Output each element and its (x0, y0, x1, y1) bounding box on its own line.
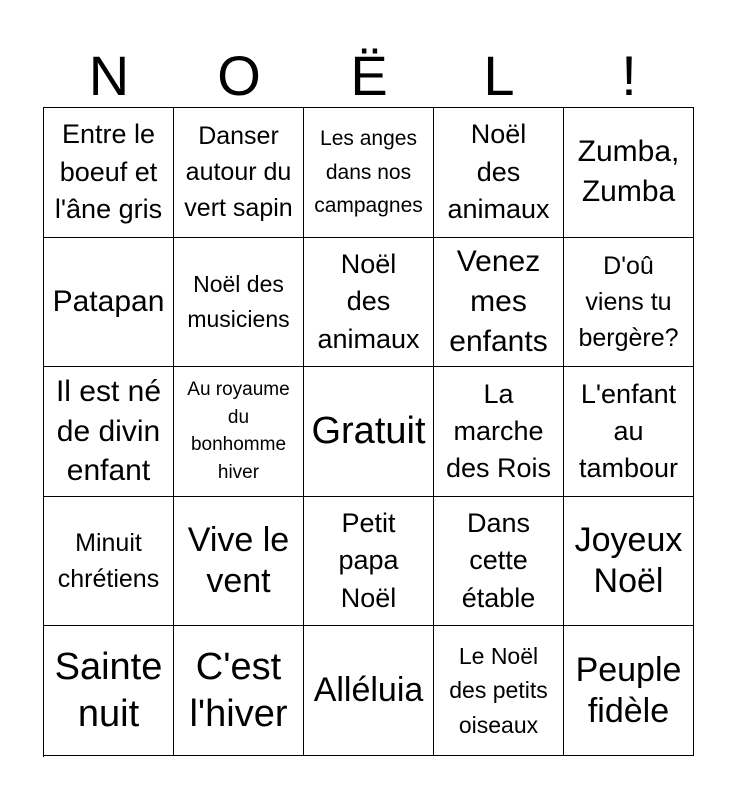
free-space-cell[interactable] (304, 367, 434, 497)
bingo-cell[interactable] (304, 108, 434, 238)
bingo-cell[interactable] (304, 497, 434, 627)
cell-text: L'enfant au tambour (578, 378, 679, 484)
bingo-cell[interactable] (564, 238, 694, 368)
cell-text: Il est né de divin enfant (55, 374, 162, 488)
cell-text: Zumba, Zumba (577, 135, 680, 209)
cell-text: Les anges dans nos campagnes (314, 126, 423, 218)
bingo-cell[interactable] (174, 238, 304, 368)
cell-text: Patapan (52, 284, 165, 318)
cell-text: D'oû viens tu bergère? (578, 251, 679, 352)
bingo-cell[interactable] (564, 108, 694, 238)
cell-text: Dans cette étable (461, 508, 536, 613)
bingo-board (43, 107, 694, 757)
free-space-text: Gratuit (311, 410, 426, 453)
bingo-cell[interactable] (434, 626, 564, 756)
bingo-cell[interactable] (434, 238, 564, 368)
bingo-cell[interactable] (564, 497, 694, 627)
cell-text: Venez mes enfants (449, 245, 548, 358)
cell-text: Alléluia (313, 671, 424, 710)
header-letter-1: N (88, 44, 130, 107)
bingo-cell[interactable] (174, 626, 304, 756)
cell-text: Sainte nuit (54, 646, 163, 735)
bingo-cell[interactable] (174, 367, 304, 497)
bingo-cell[interactable] (44, 626, 174, 756)
bingo-cell[interactable] (434, 497, 564, 627)
header-letter-5: ! (621, 44, 637, 107)
cell-text: Noël des animaux (447, 119, 550, 224)
bingo-cell[interactable] (44, 497, 174, 627)
header-letter-3: Ë (350, 44, 388, 107)
cell-text: Minuit chrétiens (57, 529, 160, 594)
cell-text: Au royaume du bonhomme hiver (187, 379, 290, 484)
bingo-cell[interactable] (44, 367, 174, 497)
cell-text: Noël des animaux (317, 249, 420, 354)
bingo-cell[interactable] (44, 238, 174, 368)
header-letter-4: L (483, 44, 515, 107)
cell-text: Entre le boeuf et l'âne gris (54, 119, 163, 224)
cell-text: C'est l'hiver (189, 646, 288, 735)
cell-text: Joyeux Noël (574, 521, 683, 601)
bingo-cell[interactable] (304, 626, 434, 756)
bingo-cell[interactable] (174, 108, 304, 238)
header-letter-2: O (217, 44, 261, 107)
cell-text: Petit papa Noël (338, 508, 399, 613)
bingo-cell[interactable] (434, 367, 564, 497)
cell-text: La marche des Rois (445, 378, 552, 484)
bingo-cell[interactable] (564, 367, 694, 497)
bingo-cell[interactable] (434, 108, 564, 238)
cell-text: Danser autour du vert sapin (184, 122, 293, 223)
cell-text: Le Noël des petits oiseaux (449, 642, 548, 738)
bingo-cell[interactable] (564, 626, 694, 756)
cell-text: Vive le vent (187, 521, 290, 601)
bingo-header (44, 44, 694, 108)
bingo-cell[interactable] (44, 108, 174, 238)
bingo-cell[interactable] (304, 238, 434, 368)
bingo-cell[interactable] (174, 497, 304, 627)
cell-text: Noël des musiciens (187, 271, 290, 332)
cell-text: Peuple fidèle (575, 650, 682, 730)
